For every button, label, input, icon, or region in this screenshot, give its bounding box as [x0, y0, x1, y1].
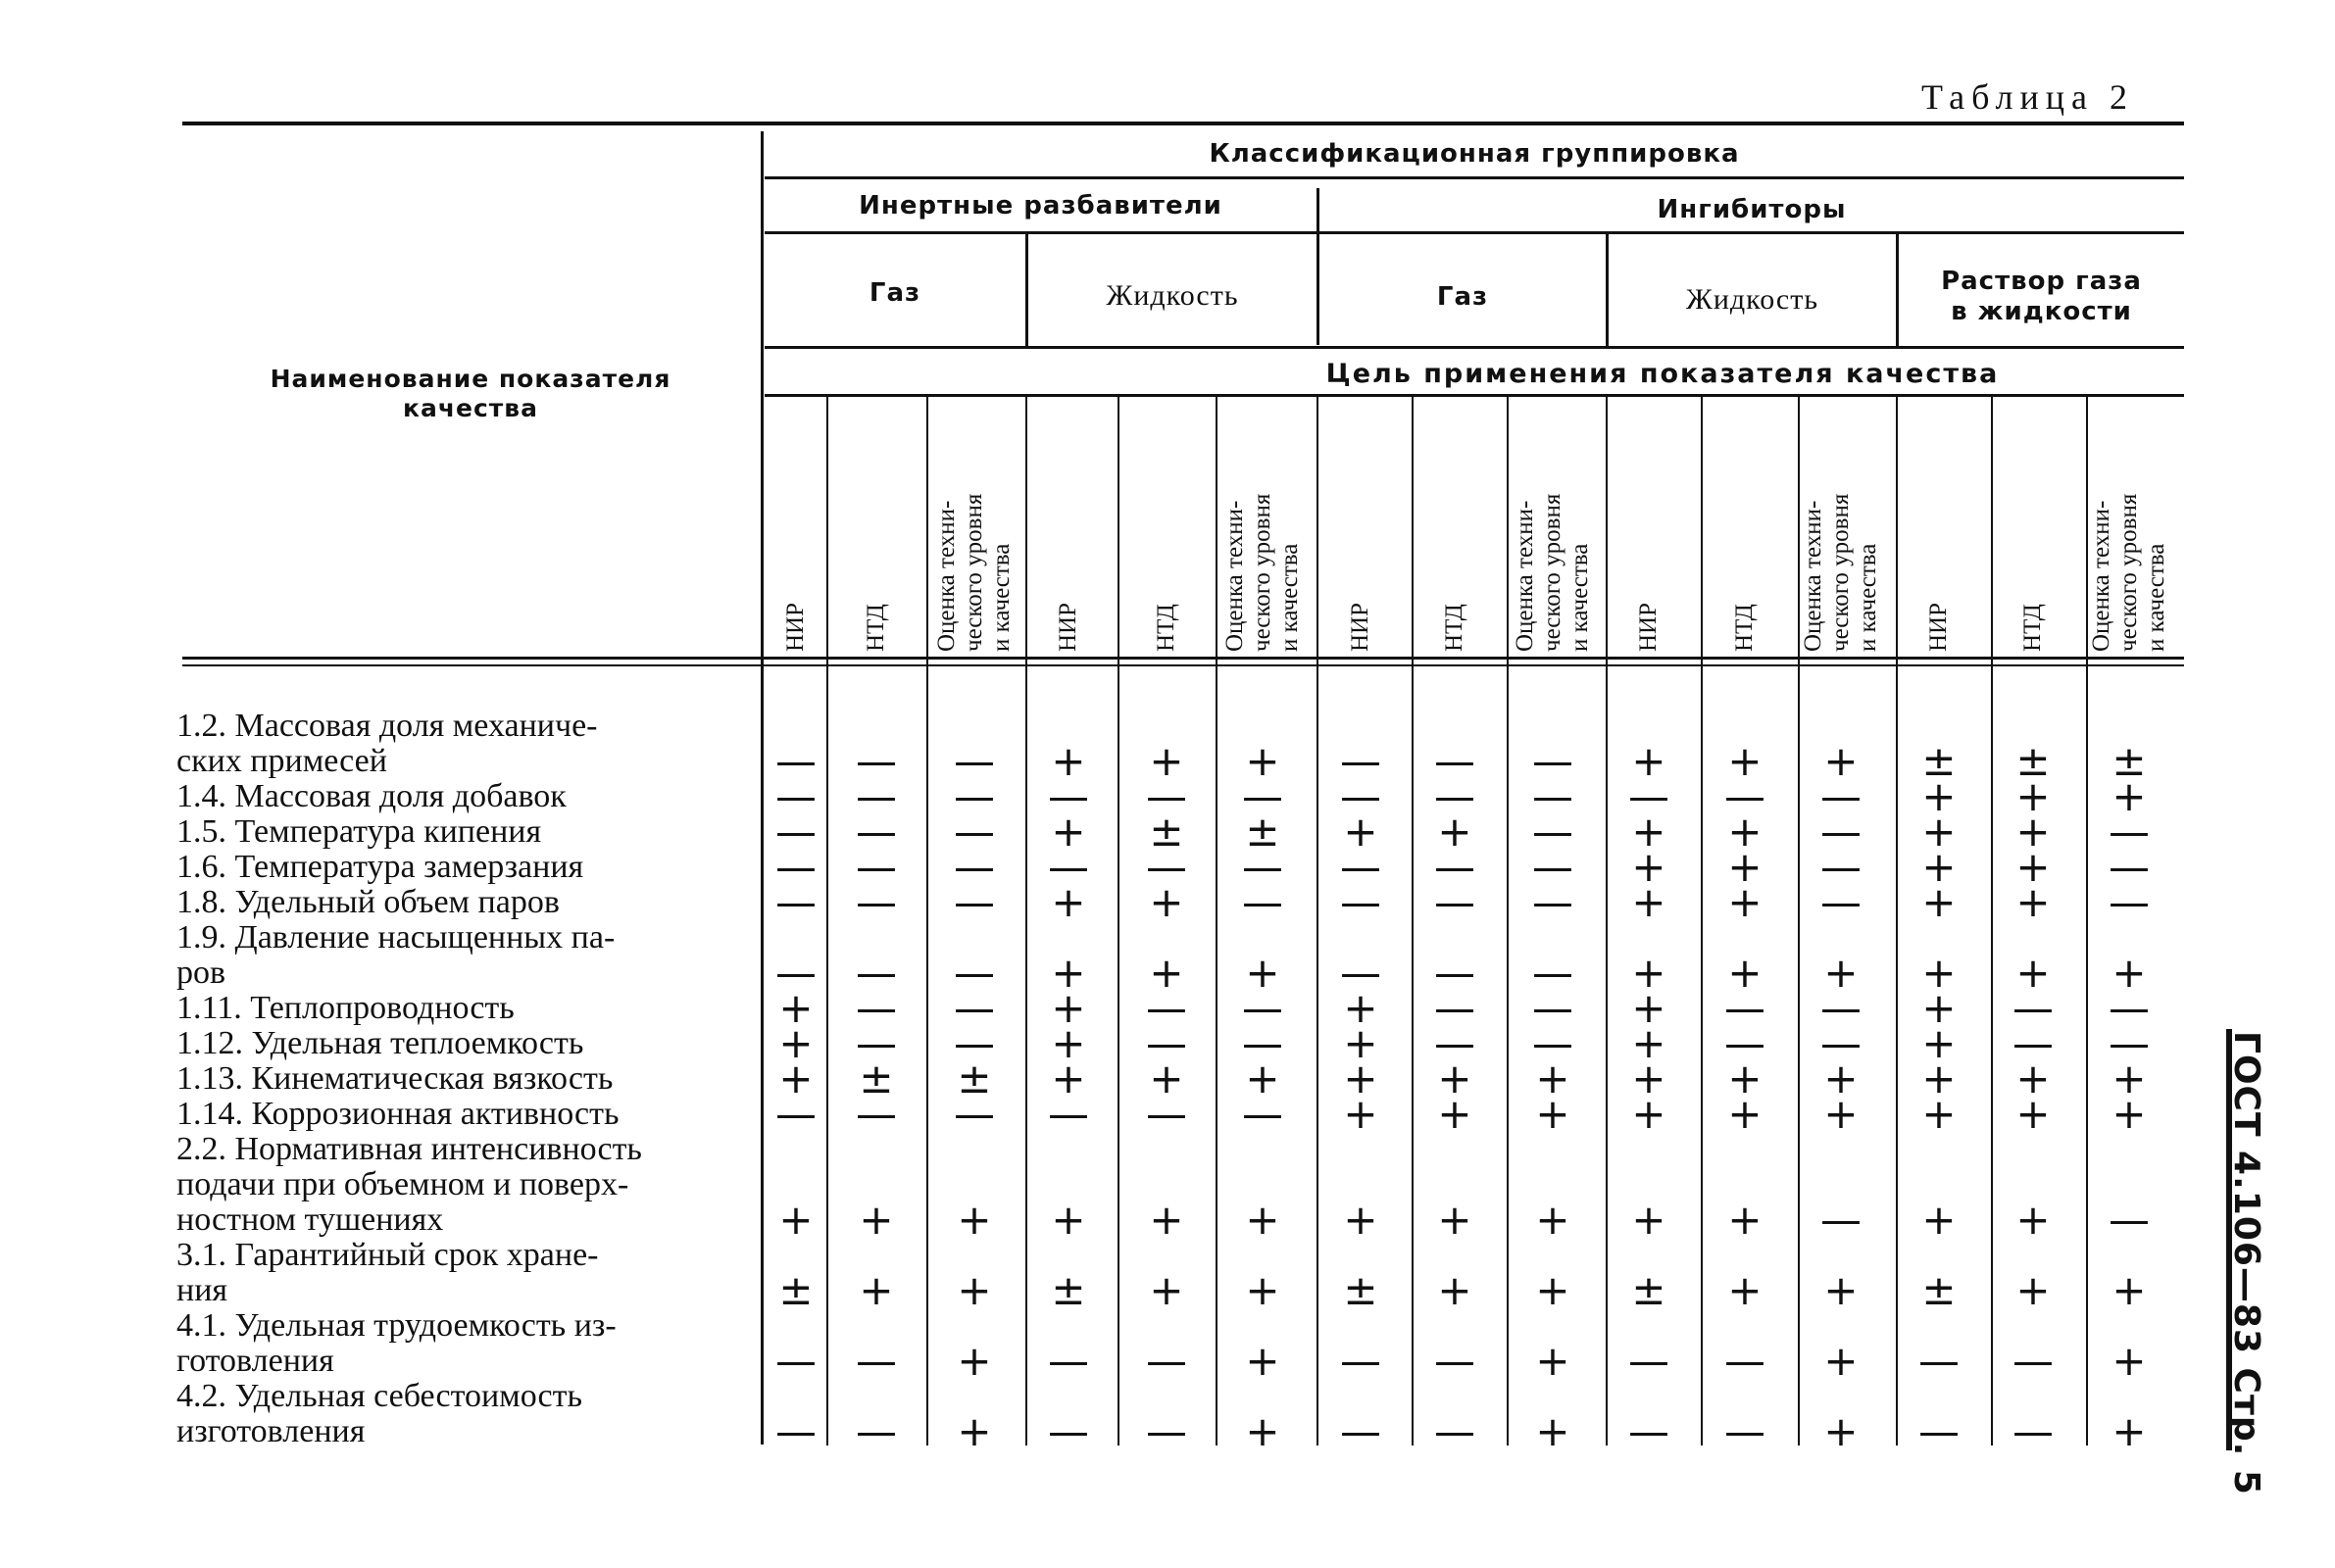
table-cell: —	[954, 843, 995, 891]
name-column-header: Наименование показателя качества	[270, 365, 671, 422]
table-cell: ±	[2111, 737, 2147, 785]
table-cell: —	[1146, 1337, 1187, 1385]
table-cell: +	[2015, 1090, 2051, 1138]
table-cell: —	[1532, 1019, 1573, 1067]
table-cell: —	[775, 878, 817, 926]
table-cell: +	[1343, 984, 1378, 1032]
table-cell: —	[1242, 772, 1283, 820]
state-header-gas-2: Газ	[1436, 282, 1489, 312]
table-cell: —	[1340, 878, 1381, 926]
row-label: 1.11. Теплопроводность	[176, 990, 515, 1026]
table-cell: —	[1532, 984, 1573, 1032]
table-cell: +	[2111, 1054, 2147, 1102]
table-cell: —	[856, 1407, 897, 1455]
subcolumn-header: НТД	[2019, 604, 2046, 652]
table-cell: +	[1149, 1196, 1184, 1244]
table-cell: —	[775, 1337, 817, 1385]
top-rule	[182, 122, 2184, 125]
table-cell: +	[1535, 1266, 1570, 1314]
table-cell: +	[1921, 843, 1957, 891]
row-label: 4.1. Удельная трудоемкость из- готовления	[176, 1307, 617, 1379]
table-cell: +	[1343, 1054, 1378, 1102]
table-cell: +	[1631, 737, 1666, 785]
table-cell: —	[1146, 1019, 1187, 1067]
group-header-inert: Инертные разбавители	[859, 191, 1222, 220]
table-cell: —	[1340, 843, 1381, 891]
table-cell: —	[2109, 878, 2150, 926]
table-cell: —	[1434, 1337, 1475, 1385]
table-cell: —	[1724, 1019, 1765, 1067]
table-cell: +	[2111, 1407, 2147, 1455]
table-cell: —	[1340, 1407, 1381, 1455]
table-cell: —	[856, 1090, 897, 1138]
table-cell: —	[1242, 878, 1283, 926]
table-cell: —	[1724, 1337, 1765, 1385]
table-cell: —	[2012, 984, 2054, 1032]
table-cell: —	[1628, 1407, 1669, 1455]
table-cell: +	[1631, 843, 1666, 891]
table-cell: +	[2015, 772, 2051, 820]
table-cell: +	[1921, 949, 1957, 997]
table-cell: +	[2015, 1196, 2051, 1244]
table-cell: +	[1437, 1090, 1472, 1138]
table-cell: +	[1051, 808, 1086, 856]
table-cell: —	[1048, 1337, 1089, 1385]
subcolumn-header: НИР	[1925, 602, 1952, 652]
table-cell: +	[2111, 1266, 2147, 1314]
table-cell: +	[1051, 949, 1086, 997]
table-cell: —	[1242, 984, 1283, 1032]
table-cell: +	[1437, 1054, 1472, 1102]
table-cell: +	[2015, 808, 2051, 856]
table-cell: +	[1149, 1054, 1184, 1102]
table-cell: —	[1048, 772, 1089, 820]
table-cell: —	[856, 843, 897, 891]
row-label: 1.13. Кинематическая вязкость	[176, 1060, 614, 1097]
table-cell: —	[954, 737, 995, 785]
table-cell: +	[1051, 737, 1086, 785]
table-cell: —	[954, 772, 995, 820]
table-cell: +	[1727, 737, 1763, 785]
table-cell: +	[2015, 1266, 2051, 1314]
table-cell: +	[1437, 808, 1472, 856]
subcolumn-header: Оценка техни- ческого уровня и качества	[933, 493, 1015, 652]
table-cell: —	[1724, 772, 1765, 820]
table-cell: ±	[1921, 737, 1957, 785]
table-cell: —	[954, 1090, 995, 1138]
table-cell: +	[1343, 1090, 1378, 1138]
side-footer-text: ГОСТ 4.106—83 Стр. 5	[2226, 1031, 2266, 1495]
table-cell: —	[1340, 949, 1381, 997]
table-cell: +	[1631, 808, 1666, 856]
table-cell: —	[1434, 772, 1475, 820]
table-cell: —	[1434, 843, 1475, 891]
table-cell: +	[1245, 949, 1280, 997]
row-label: 1.8. Удельный объем паров	[176, 884, 560, 920]
table-cell: +	[859, 1266, 894, 1314]
table-cell: —	[1048, 1090, 1089, 1138]
table-cell: +	[2111, 949, 2147, 997]
table-cell: +	[859, 1196, 894, 1244]
row-label: 1.6. Температура замерзания	[176, 849, 584, 885]
table-cell: +	[2015, 949, 2051, 997]
state-header-solution: Раствор газа в жидкости	[1941, 267, 2142, 327]
table-cell: —	[1820, 808, 1862, 856]
table-cell: +	[1149, 1266, 1184, 1314]
table-cell: —	[1434, 984, 1475, 1032]
row-label: 1.9. Давление насыщенных па- ров	[176, 919, 616, 991]
table-cell: —	[2012, 1019, 2054, 1067]
table-cell: +	[1727, 1196, 1763, 1244]
table-cell: +	[1727, 878, 1763, 926]
table-cell: —	[1724, 984, 1765, 1032]
table-cell: —	[856, 984, 897, 1032]
row-label: 3.1. Гарантийный срок хране- ния	[176, 1237, 599, 1308]
table-cell: —	[1146, 843, 1187, 891]
table-cell: +	[1823, 1090, 1859, 1138]
groups-rule	[765, 231, 2184, 234]
table-cell: +	[2015, 878, 2051, 926]
table-cell: —	[1434, 737, 1475, 785]
table-cell: +	[1051, 984, 1086, 1032]
table-cell: +	[1535, 1054, 1570, 1102]
state-header-liquid-1: Жидкость	[1106, 279, 1239, 312]
table-cell: —	[1918, 1407, 1960, 1455]
table-cell: —	[1532, 949, 1573, 997]
table-cell: —	[2012, 1407, 2054, 1455]
table-cell: +	[1245, 737, 1280, 785]
table-cell: +	[1921, 1054, 1957, 1102]
side-footer	[2223, 1031, 2274, 1495]
table-title: Таблица 2	[1921, 77, 2134, 117]
table-cell: —	[1820, 1019, 1862, 1067]
table-cell: +	[1921, 984, 1957, 1032]
header-bottom-rule-2	[182, 664, 2184, 666]
row-label: 1.12. Удельная теплоемкость	[176, 1025, 584, 1061]
table-cell: +	[957, 1337, 992, 1385]
table-cell: +	[957, 1407, 992, 1455]
table-cell: —	[1820, 843, 1862, 891]
table-cell: —	[1434, 949, 1475, 997]
table-cell: +	[1727, 843, 1763, 891]
table-cell: —	[2109, 843, 2150, 891]
table-cell: +	[957, 1266, 992, 1314]
table-cell: —	[775, 808, 817, 856]
purpose-header: Цель применения показателя качества	[1325, 359, 2000, 389]
table-cell: +	[1921, 808, 1957, 856]
table-cell: —	[2109, 984, 2150, 1032]
table-cell: —	[1242, 1019, 1283, 1067]
table-cell: +	[1245, 1266, 1280, 1314]
table-cell: +	[1631, 1196, 1666, 1244]
table-cell: —	[1628, 772, 1669, 820]
table-cell: +	[1051, 1054, 1086, 1102]
table-cell: —	[1048, 1407, 1089, 1455]
table-cell: —	[1146, 984, 1187, 1032]
table-cell: +	[1437, 1196, 1472, 1244]
table-cell: —	[1048, 843, 1089, 891]
table-cell: +	[1343, 1019, 1378, 1067]
table-cell: —	[2012, 1337, 2054, 1385]
table-cell: —	[954, 808, 995, 856]
table-cell: —	[856, 808, 897, 856]
table-cell: +	[1343, 808, 1378, 856]
subcolumn-header: Оценка техни- ческого уровня и качества	[1221, 493, 1303, 652]
table-cell: ±	[778, 1266, 814, 1314]
group-header-inhibitors: Ингибиторы	[1657, 195, 1847, 224]
table-cell: +	[2015, 843, 2051, 891]
table-cell: +	[1823, 949, 1859, 997]
table-cell: —	[1918, 1337, 1960, 1385]
table-cell: —	[856, 949, 897, 997]
table-cell: —	[1340, 737, 1381, 785]
table-cell: +	[1245, 1196, 1280, 1244]
table-cell: +	[1631, 1019, 1666, 1067]
subcolumn-header: Оценка техни- ческого уровня и качества	[2088, 493, 2169, 652]
table-cell: ±	[1631, 1266, 1666, 1314]
table-cell: +	[1921, 1090, 1957, 1138]
table-cell: —	[1532, 772, 1573, 820]
table-cell: ±	[957, 1054, 992, 1102]
table-cell: +	[1245, 1407, 1280, 1455]
table-cell: +	[1727, 1054, 1763, 1102]
table-cell: —	[1820, 984, 1862, 1032]
table-cell: +	[1921, 772, 1957, 820]
row-label: 2.2. Нормативная интенсивность подачи при объемном и поверх- ностном тушениях	[176, 1131, 642, 1238]
table-cell: +	[1921, 1196, 1957, 1244]
table-cell: —	[954, 878, 995, 926]
table-cell: ±	[1343, 1266, 1378, 1314]
table-cell: +	[1631, 984, 1666, 1032]
table-cell: +	[1149, 949, 1184, 997]
table-cell: +	[1149, 737, 1184, 785]
table-cell: —	[2109, 808, 2150, 856]
table-cell: —	[775, 1407, 817, 1455]
header-bottom-rule-1	[182, 657, 2184, 660]
table-cell: +	[1535, 1407, 1570, 1455]
row-label: 4.2. Удельная себестоимость изготовления	[176, 1378, 582, 1449]
table-cell: —	[856, 1019, 897, 1067]
table-cell: +	[778, 1054, 814, 1102]
table-cell: —	[1532, 737, 1573, 785]
table-cell: —	[1434, 1407, 1475, 1455]
purpose-rule	[765, 394, 2184, 397]
table-cell: —	[954, 949, 995, 997]
table-cell: +	[1343, 1196, 1378, 1244]
table-cell: —	[856, 1337, 897, 1385]
table-cell: +	[1631, 1090, 1666, 1138]
subcolumn-header: Оценка техни- ческого уровня и качества	[1800, 493, 1881, 652]
table-cell: —	[954, 1019, 995, 1067]
classification-rule	[765, 176, 2184, 179]
subcolumn-header: Оценка техни- ческого уровня и качества	[1512, 493, 1593, 652]
subcolumn-header: НТД	[863, 604, 889, 652]
row-label: 1.14. Коррозионная активность	[176, 1096, 620, 1132]
table-cell: —	[1532, 878, 1573, 926]
table-cell: —	[1146, 1090, 1187, 1138]
table-cell: +	[1823, 1407, 1859, 1455]
table-cell: +	[1631, 949, 1666, 997]
table-cell: +	[1727, 1266, 1763, 1314]
table-cell: —	[1434, 1019, 1475, 1067]
subcolumn-header: НИР	[782, 602, 809, 652]
table-cell: —	[1724, 1407, 1765, 1455]
table-cell: ±	[1051, 1266, 1086, 1314]
table-cell: —	[1146, 1407, 1187, 1455]
table-cell: +	[1051, 1019, 1086, 1067]
subcolumn-header: НТД	[1441, 604, 1467, 652]
table-cell: —	[1242, 843, 1283, 891]
table-cell: +	[1535, 1196, 1570, 1244]
table-cell: ±	[1149, 808, 1184, 856]
table-cell: +	[778, 984, 814, 1032]
table-cell: —	[775, 843, 817, 891]
table-cell: ±	[1921, 1266, 1957, 1314]
state-header-liquid-2: Жидкость	[1685, 283, 1819, 316]
subcolumn-header: НИР	[1347, 602, 1373, 652]
table-cell: —	[856, 772, 897, 820]
states-rule	[765, 346, 2184, 349]
table-cell: —	[1532, 808, 1573, 856]
table-cell: +	[1631, 878, 1666, 926]
table-cell: —	[856, 737, 897, 785]
table-cell: —	[1820, 878, 1862, 926]
table-cell: +	[2111, 772, 2147, 820]
table-cell: +	[1437, 1266, 1472, 1314]
table-cell: +	[1051, 878, 1086, 926]
table-cell: +	[957, 1196, 992, 1244]
table-cell: —	[1532, 843, 1573, 891]
subcolumn-header: НТД	[1731, 604, 1758, 652]
table-cell: —	[954, 984, 995, 1032]
table-cell: —	[1146, 772, 1187, 820]
table-cell: +	[1823, 1266, 1859, 1314]
subcolumn-header: НИР	[1635, 602, 1662, 652]
table-cell: +	[1921, 1019, 1957, 1067]
table-cell: —	[1340, 772, 1381, 820]
table-cell: +	[1535, 1337, 1570, 1385]
table-cell: ±	[859, 1054, 894, 1102]
table-cell: +	[1823, 1054, 1859, 1102]
table-cell: —	[775, 772, 817, 820]
table-cell: +	[2111, 1337, 2147, 1385]
row-label: 1.5. Температура кипения	[176, 813, 542, 850]
table-cell: +	[2015, 1054, 2051, 1102]
table-cell: —	[1434, 878, 1475, 926]
table-cell: —	[775, 1090, 817, 1138]
table-cell: +	[778, 1019, 814, 1067]
table-cell: —	[2109, 1196, 2150, 1244]
table-cell: +	[778, 1196, 814, 1244]
table-cell: +	[1051, 1196, 1086, 1244]
state-header-gas-1: Газ	[869, 278, 921, 308]
table-cell: +	[1727, 808, 1763, 856]
table-cell: +	[1245, 1054, 1280, 1102]
table-cell: —	[2109, 1019, 2150, 1067]
table-cell: ±	[2015, 737, 2051, 785]
subcolumn-header: НТД	[1153, 604, 1179, 652]
row-label: 1.4. Массовая доля добавок	[176, 778, 567, 814]
table-cell: ±	[1245, 808, 1280, 856]
table-cell: —	[856, 878, 897, 926]
table-cell: —	[1628, 1337, 1669, 1385]
table-cell: +	[1921, 878, 1957, 926]
subcolumn-header: НИР	[1055, 602, 1081, 652]
table-cell: —	[1820, 772, 1862, 820]
table-cell: +	[1823, 1337, 1859, 1385]
table-cell: +	[1727, 949, 1763, 997]
table-cell: +	[1245, 1337, 1280, 1385]
table-cell: +	[1149, 878, 1184, 926]
table-cell: +	[1727, 1090, 1763, 1138]
table-cell: —	[1242, 1090, 1283, 1138]
table-cell: —	[1820, 1196, 1862, 1244]
table-cell: +	[1535, 1090, 1570, 1138]
table-cell: +	[1631, 1054, 1666, 1102]
row-label: 1.2. Массовая доля механиче- ских примесей	[176, 708, 598, 779]
classification-header: Классификационная группировка	[1209, 139, 1740, 169]
table-cell: +	[1823, 737, 1859, 785]
table-cell: +	[2111, 1090, 2147, 1138]
table-cell: —	[775, 949, 817, 997]
table-cell: —	[775, 737, 817, 785]
table-cell: —	[1340, 1337, 1381, 1385]
